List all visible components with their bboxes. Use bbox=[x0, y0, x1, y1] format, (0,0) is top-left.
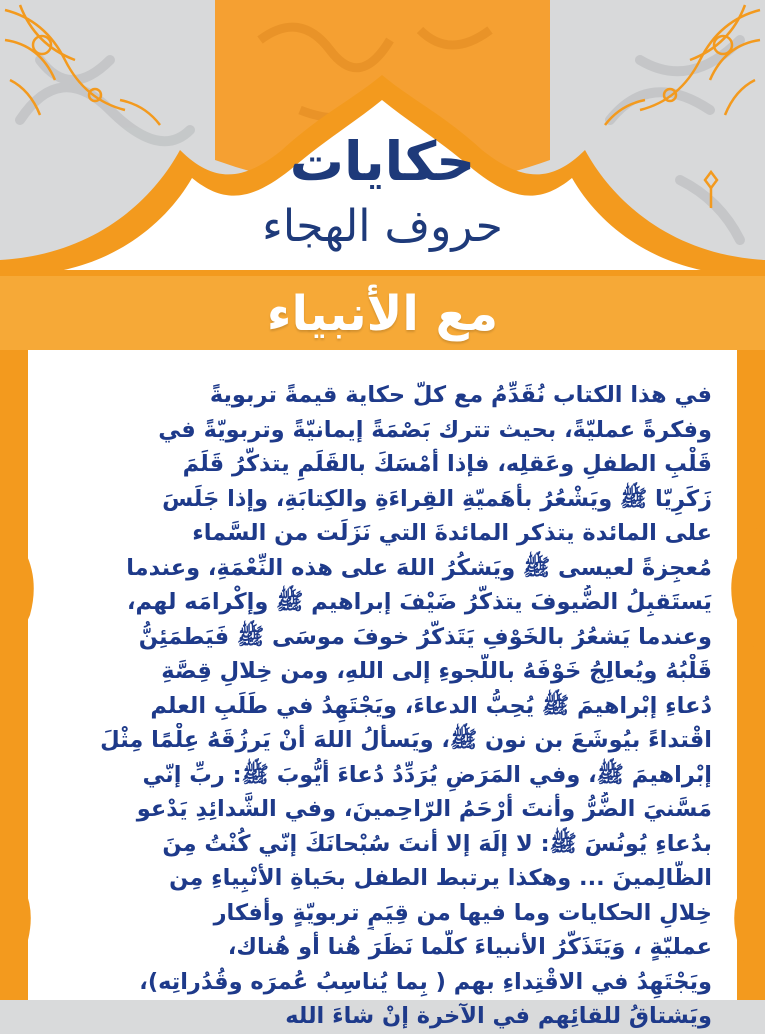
text-line: دُعاءِ إبْراهيمَ ﷺ يُحِبُّ الدعاءَ، ويَجْتَهِدُ في طَلَبِ العلم bbox=[150, 692, 712, 719]
text-line: اقْتداءً بيُوشَعَ بن نون ﷺ، ويَسألُ اللهَ أنْ يَرزُقَهُ عِلْمًا مِثْلَ bbox=[100, 727, 712, 753]
text-line: إبْراهيمَ ﷺ، وفي المَرَضِ يُرَدِّدُ دُعاءَ أيُّوبَ ﷺ: ربِّ إنّي bbox=[142, 761, 712, 788]
text-line: ويَشتاقُ للقائِهم في الآخرة إنْ شاءَ الله bbox=[285, 1003, 712, 1029]
description-text bbox=[52, 378, 712, 1034]
text-line: وفكرةً عمليّةً، بحيث تترك بَصْمَةً إيمانيّةً وتربويّةً في bbox=[158, 416, 712, 443]
title-line-1: حكايات bbox=[289, 130, 476, 193]
banner-title: مع الأنبياء bbox=[266, 286, 499, 342]
text-line: خِلالِ الحكايات وما فيها من قِيَمٍ تربويّةٍ وأفكار bbox=[213, 899, 712, 926]
text-line: مَسَّنيَ الضُّرُّ وأنتَ أرْحَمُ الرّاحِمينَ، وفي الشَّدائِدِ يَدْعو bbox=[136, 796, 712, 822]
text-line: بدُعاءِ يُونُسَ ﷺ: لا إلَهَ إلا أنتَ سُبْحانَكَ إنّي كُنْتُ مِنَ bbox=[162, 830, 712, 857]
title-line-2: حروف الهجاء bbox=[262, 201, 503, 252]
text-line: يَستَقبِلُ الضُّيوفَ يتذكَّرُ ضَيْفَ إبراهيم ﷺ وإكْرامَه لهم، bbox=[126, 589, 712, 615]
text-line: الظّالِمينَ ... وهكذا يرتبط الطفل بحَياةِ الأنْبِياءِ مِن bbox=[169, 865, 712, 891]
text-line: زَكَرِيّا ﷺ ويَشْعُرُ بأهَميّةِ القِراءَةِ والكِتابَةِ، وإذا جَلَسَ bbox=[162, 485, 712, 512]
text-line: قَلْبُهُ ويُعالِجُ خَوْفَهُ باللَّجوءِ إلى اللهِ، ومن خِلالِ قِصَّةِ bbox=[161, 658, 712, 684]
text-line: قَلْبِ الطفلِ وعَقلِه، فإذا أمْسَكَ بالقَلَمِ يتذكَّرُ قَلَمَ bbox=[182, 451, 712, 477]
text-line: ويَجْتَهِدُ في الاقْتِداءِ بهم ( بِما يُناسِبُ عُمرَه وقُدُراتِه)، bbox=[139, 968, 712, 995]
text-line: على المائدة يتذكر المائدةَ التي نَزَلَت من السَّماء bbox=[192, 520, 712, 546]
text-line: عمليّةٍ ، وَيَتَذَكَّرُ الأنبياءَ كلَّما نَظَرَ هُنا أو هُناك، bbox=[227, 934, 712, 960]
text-line: مُعجِزةً لعيسى ﷺ ويَشكُرُ اللهَ على هذه النِّعْمَةِ، وعندما bbox=[126, 554, 712, 581]
text-line: وعندما يَشعُرُ بالخَوْفِ يَتَذكَّرُ خوفَ موسَى ﷺ فَيَطمَئِنُّ bbox=[138, 623, 712, 650]
text-line: في هذا الكتاب نُقَدِّمُ مع كلّ حكاية قيمةً تربويةً bbox=[209, 382, 712, 408]
